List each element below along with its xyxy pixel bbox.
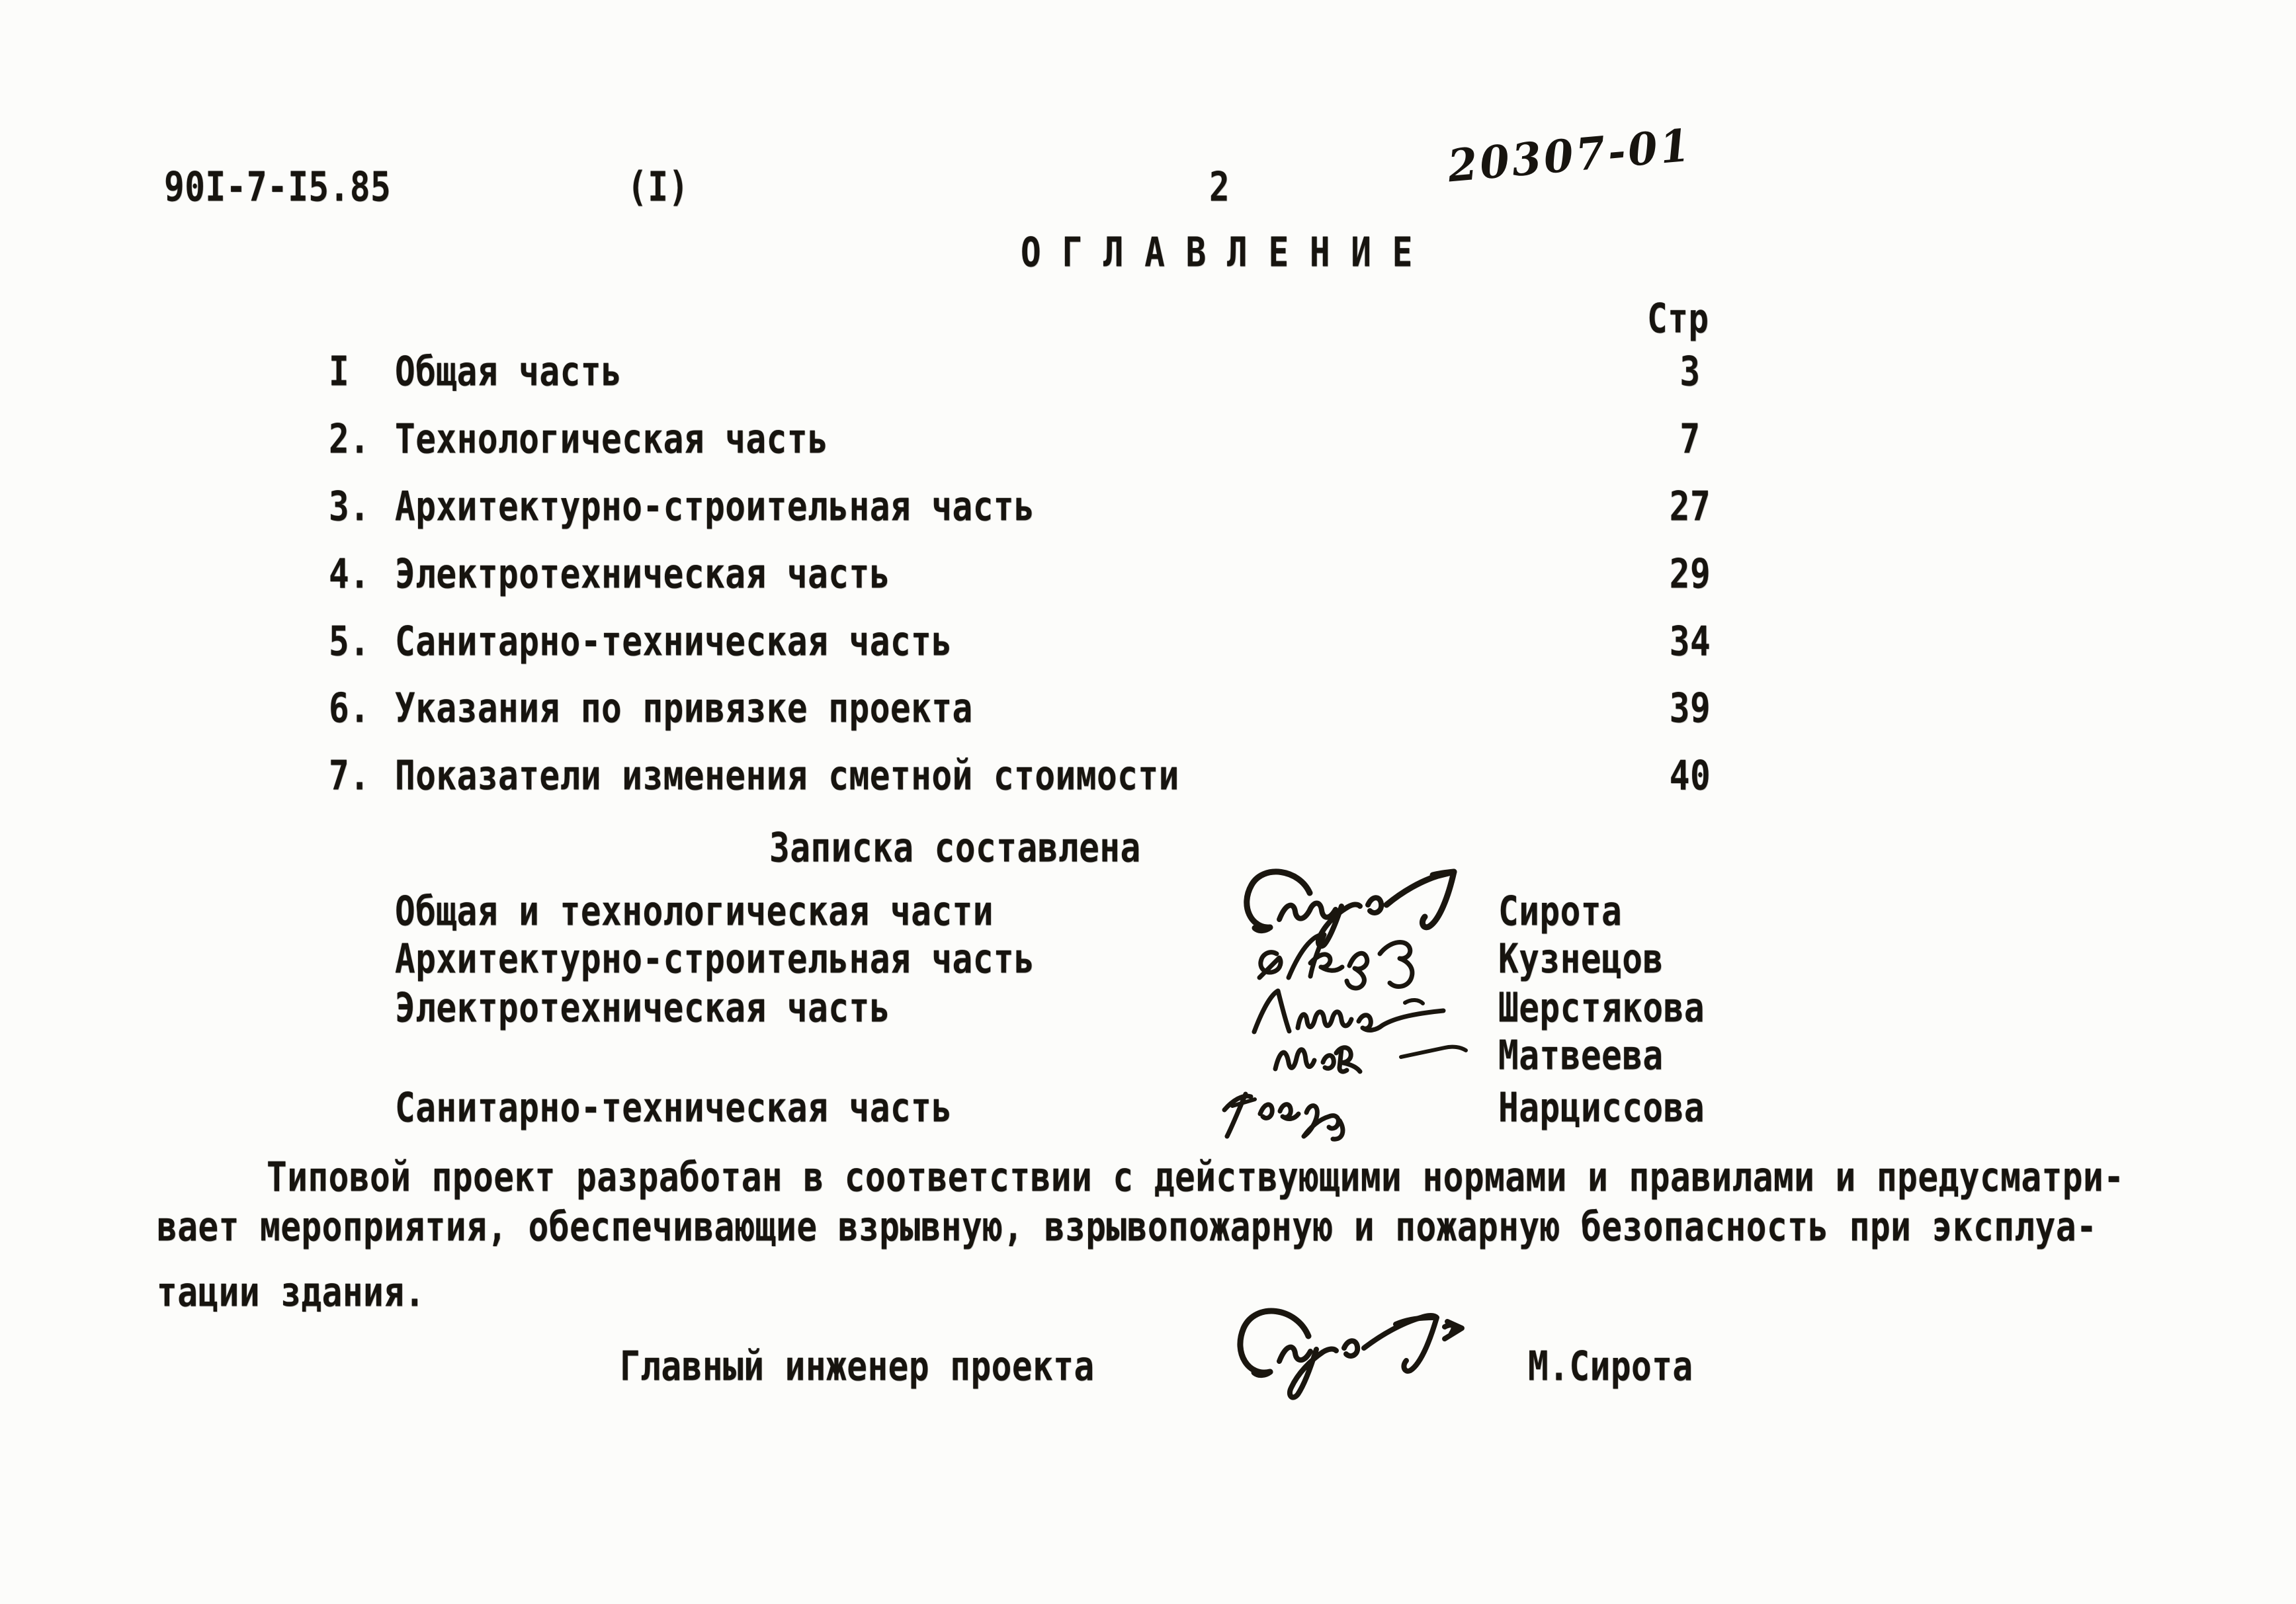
handwritten-doc-number: 20307-01 <box>1445 119 1695 193</box>
page-title: О Г Л А В Л Е Н И Е <box>1021 230 1413 276</box>
part-label: (I) <box>627 164 689 211</box>
page-number: 2 <box>1209 164 1230 211</box>
kuznetsov-signature <box>1250 925 1435 991</box>
matveeva-signature <box>1271 1031 1491 1078</box>
signing-row-name: Сирота <box>1498 888 1623 935</box>
toc-item-label: Электротехническая часть <box>395 551 890 598</box>
toc-item-page: 7 <box>1679 416 1701 463</box>
paragraph-line-3: тации здания. <box>157 1269 425 1316</box>
toc-item-num: 6. <box>329 685 370 732</box>
signing-row-name: Матвеева <box>1498 1033 1664 1079</box>
signing-heading: Записка составлена <box>769 825 1141 872</box>
toc-item-label: Указания по привязке проекта <box>395 685 973 732</box>
toc-item-page: 27 <box>1669 484 1711 530</box>
toc-item-label: Показатели изменения сметной стоимости <box>395 753 1179 800</box>
signing-row-name: Шерстякова <box>1498 985 1705 1032</box>
toc-item-page: 40 <box>1669 753 1711 800</box>
doc-number: 90I-7-I5.85 <box>164 164 392 211</box>
toc-item-num: I <box>329 349 350 396</box>
toc-item-label: Санитарно-техническая часть <box>395 618 953 665</box>
nartsissova-signature <box>1220 1076 1376 1143</box>
toc-item-label: Технологическая часть <box>395 416 829 463</box>
toc-item-num: 4. <box>329 551 370 598</box>
signing-row-label: Общая и технологическая части <box>395 888 994 935</box>
toc-item-page: 34 <box>1669 618 1711 665</box>
signing-row-label: Архитектурно-строительная часть <box>395 936 1035 983</box>
chief-engineer-signature <box>1229 1298 1470 1404</box>
paragraph-line-2: вает мероприятия, обеспечивающие взрывную, взрывопожарную и пожарную безопасность при эксплуа- <box>157 1204 2098 1251</box>
toc-item-page: 39 <box>1669 685 1711 732</box>
chief-engineer-label: Главный инженер проекта <box>620 1343 1095 1390</box>
toc-item-num: 3. <box>329 484 370 530</box>
toc-item-label: Общая часть <box>395 349 622 396</box>
signing-row-label: Электротехническая часть <box>395 985 890 1032</box>
signing-row-name: Нарциссова <box>1498 1085 1705 1132</box>
toc-item-page: 29 <box>1669 551 1711 598</box>
toc-item-num: 7. <box>329 753 370 800</box>
toc-item-label: Архитектурно-строительная часть <box>395 484 1035 530</box>
signing-row-name: Кузнецов <box>1498 936 1664 983</box>
toc-item-page: 3 <box>1679 349 1701 396</box>
chief-engineer-name: М.Сирота <box>1528 1343 1693 1390</box>
signing-row-label: Санитарно-техническая часть <box>395 1085 953 1132</box>
toc-item-num: 5. <box>329 618 370 665</box>
toc-item-num: 2. <box>329 416 370 463</box>
toc-page-column-header: Стр <box>1647 296 1709 343</box>
paragraph-line-1: Типовой проект разработан в соответствии с действующими нормами и правилами и предусматри- <box>267 1154 2125 1201</box>
